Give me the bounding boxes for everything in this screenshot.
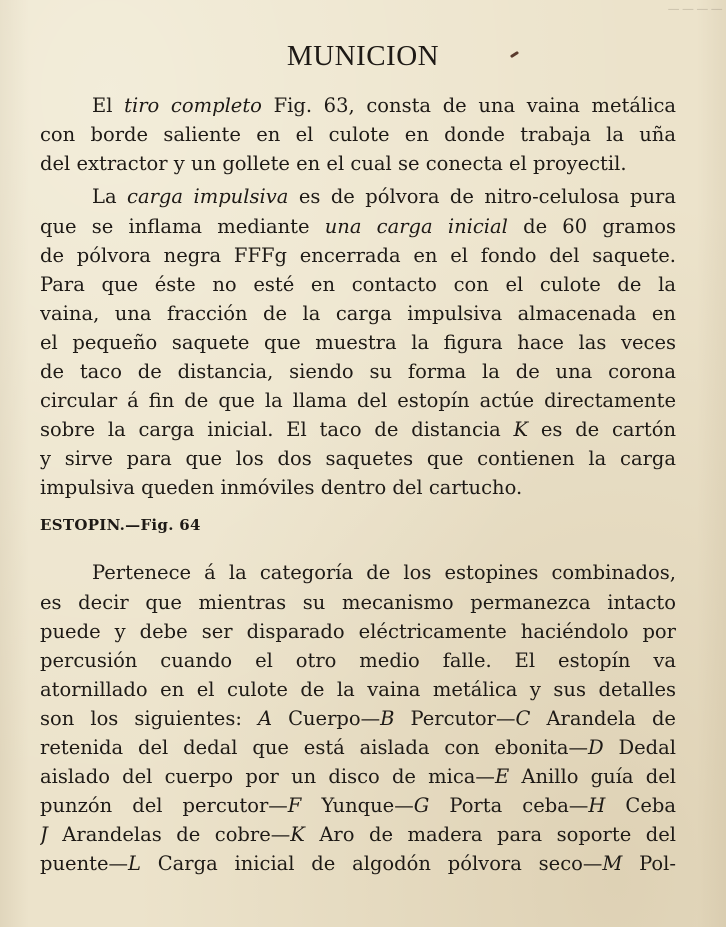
italic-run: carga impulsiva [127,185,289,208]
text-line [40,299,676,328]
text-run: puente— [40,852,129,875]
text-run: puede y debe ser disparado eléctricamente haciéndolo por [40,620,676,643]
italic-run: D [587,736,604,759]
italic-run: K [513,418,529,441]
text-run: Ceba [605,794,676,817]
italic-run: una carga inicial [324,215,508,238]
text-line [40,149,676,178]
italic-run: A [257,707,273,730]
italic-run: L [128,852,141,875]
italic-run: E [494,765,510,788]
text-line [40,588,676,617]
text-line [40,241,676,270]
italic-run: M [602,852,623,875]
text-run: el pequeño saquete que muestra la figura hace las veces [40,331,676,354]
text-run: retenida del dedal que está aislada con ebonita— [40,736,588,759]
text-run: son los siguientes: [40,707,258,730]
text-run: es decir que mientras su mecanismo permanezca intacto [40,591,676,614]
text-run: y sirve para que los dos saquetes que contienen la carga [40,447,676,470]
text-line [40,704,676,733]
text-line [40,762,676,791]
text-line [40,386,676,415]
text-line [40,270,676,299]
text-run: con borde saliente en el culote en donde trabaja la uña [40,123,676,146]
text-run: Aro de madera para soporte del [304,823,676,846]
text-run: Anillo guía del [509,765,676,788]
text-run: de taco de distancia, siendo su forma la de una corona [40,360,676,383]
text-line [40,675,676,704]
section-heading: ESTOPIN.—Fig. 64 [40,516,201,534]
text-run: atornillado en el culote de la vaina metálica y sus detalles [40,678,676,701]
text-line [92,182,676,211]
text-run: Fig. 63, consta de una vaina metálica [261,94,676,117]
text-run: La [92,185,128,208]
page-title: MUNICION [286,40,440,72]
text-line [40,849,676,878]
text-run: Arandelas de cobre— [47,823,291,846]
text-run: Carga inicial de algodón pólvora seco— [140,852,603,875]
italic-run: tiro completo [124,94,262,117]
text-line [40,646,676,675]
text-run: es de pólvora de nitro-celulosa pura [288,185,676,208]
text-line [40,473,676,502]
italic-run: C [515,707,531,730]
text-run: percusión cuando el otro medio falle. El estopín va [40,649,676,672]
text-run: Cuerpo— [272,707,381,730]
text-run: Para que éste no esté en contacto con el culote de la [40,273,676,296]
text-line [40,212,676,241]
text-run: Yunque— [301,794,414,817]
text-run: Pertenece á la categoría de los estopines combinados, [92,561,676,584]
text-line [40,617,676,646]
text-run: Dedal [603,736,676,759]
text-run: Porta ceba— [429,794,589,817]
text-line [92,91,676,120]
text-run: que se inflama mediante [40,215,325,238]
text-line [40,733,676,762]
text-run: Pol- [622,852,676,875]
text-run: de pólvora negra FFFg encerrada en el fondo del saquete. [40,244,676,267]
italic-run: K [290,823,305,846]
text-run: sobre la carga inicial. El taco de distancia [40,418,514,441]
text-run: El [92,94,125,117]
text-line [92,558,676,587]
text-line [40,415,676,444]
text-run: aislado del cuerpo por un disco de mica— [40,765,495,788]
italic-run: J [40,823,48,846]
text-run: Arandela de [530,707,676,730]
text-run: vaina, una fracción de la carga impulsiva almacenada en [40,302,676,325]
text-run: del extractor y un gollete en el cual se conecta el proyectil. [40,152,627,175]
text-line [40,328,676,357]
text-run: punzón del percutor— [40,794,288,817]
text-line [40,820,676,849]
text-run: es de cartón [528,418,676,441]
text-line [40,357,676,386]
text-run: Percutor— [394,707,516,730]
text-run: circular á fin de que la llama del estopín actúe directamente [40,389,676,412]
text-run: impulsiva queden inmóviles dentro del cartucho. [40,476,523,499]
show-through-text: ─ ─ ─ ─ [668,2,722,18]
text-line [40,444,676,473]
italic-run: B [380,707,395,730]
italic-run: G [413,794,430,817]
italic-run: H [588,794,606,817]
italic-run: F [287,794,302,817]
text-line [40,791,676,820]
text-line [40,120,676,149]
text-run: de 60 gramos [507,215,676,238]
